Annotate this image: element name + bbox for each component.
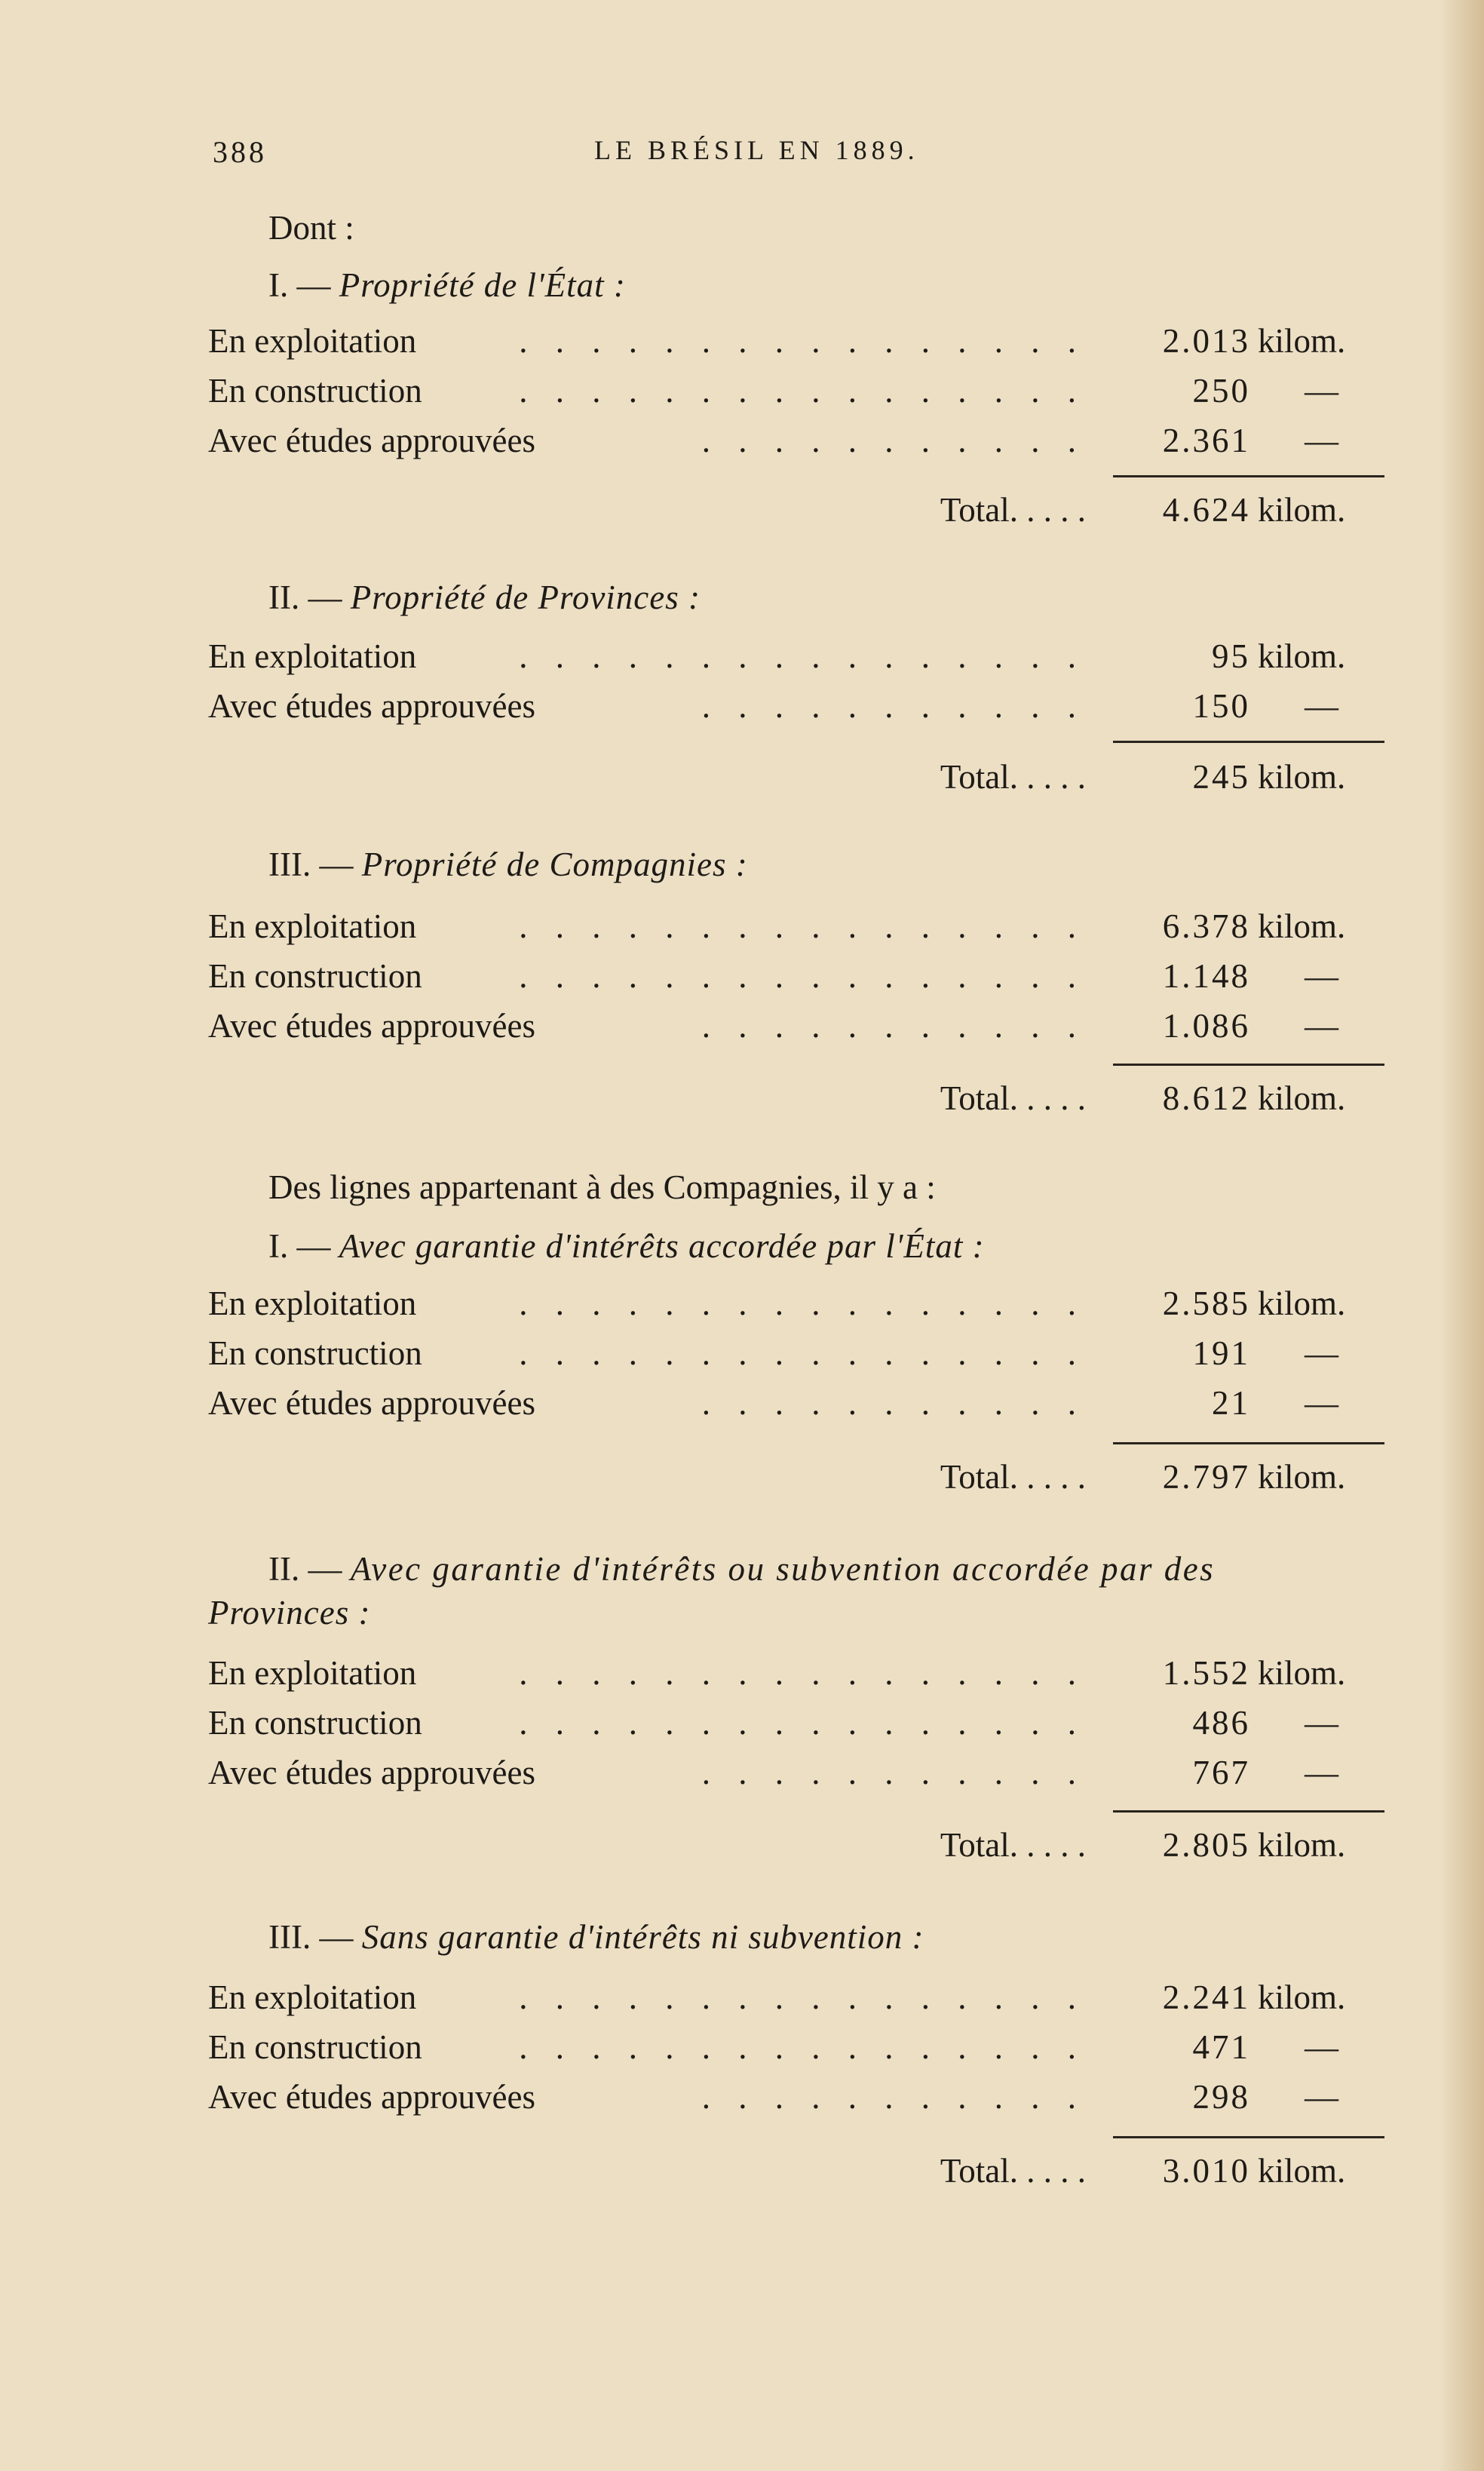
row-label: En construction bbox=[208, 1334, 422, 1372]
heading-number: I. — bbox=[268, 266, 331, 304]
total-rule bbox=[1113, 2136, 1384, 2138]
table-row bbox=[0, 1383, 1484, 1430]
leader-dots: . . . . . . . . . . . . . . . . bbox=[519, 1654, 1086, 1692]
row-unit: kilom. bbox=[1258, 1285, 1346, 1322]
table-row bbox=[0, 1753, 1484, 1800]
total-label: Total. . . . . bbox=[940, 1458, 1086, 1496]
row-value: 2.013 bbox=[1162, 322, 1250, 360]
total-unit: kilom. bbox=[1258, 1458, 1346, 1496]
heading-title: Propriété de Provinces : bbox=[350, 579, 701, 616]
row-unit: kilom. bbox=[1258, 1654, 1346, 1692]
row-value: 486 bbox=[1192, 1704, 1250, 1742]
ditto-dash: — bbox=[1305, 422, 1338, 459]
table-row bbox=[0, 1006, 1484, 1053]
total-label: Total. . . . . bbox=[940, 1079, 1086, 1117]
leader-dots: . . . . . . . . . . . . . . . . bbox=[519, 907, 1086, 945]
row-label: En construction bbox=[208, 1704, 422, 1742]
table-row bbox=[0, 421, 1484, 468]
total-rule bbox=[1113, 1810, 1384, 1813]
row-unit: kilom. bbox=[1258, 1978, 1346, 2016]
row-unit: kilom. bbox=[1258, 907, 1346, 945]
heading-title-cont: Provinces : bbox=[208, 1594, 371, 1631]
heading-number: III. — bbox=[268, 1918, 354, 1956]
ditto-dash: — bbox=[1305, 1754, 1338, 1791]
leader-dots: . . . . . . . . . . . . . . . . bbox=[519, 322, 1086, 360]
row-label: En exploitation bbox=[208, 1285, 417, 1322]
table-row bbox=[0, 1334, 1484, 1380]
leader-dots: . . . . . . . . . . . bbox=[701, 1384, 1086, 1422]
leader-dots: . . . . . . . . . . . . . . . . bbox=[519, 637, 1086, 675]
row-unit: kilom. bbox=[1258, 322, 1346, 360]
leader-dots: . . . . . . . . . . . bbox=[701, 422, 1086, 459]
page-number: 388 bbox=[213, 135, 267, 169]
total-label: Total. . . . . bbox=[940, 2152, 1086, 2190]
row-label: En exploitation bbox=[208, 1978, 417, 2016]
section-heading bbox=[0, 578, 1484, 625]
ditto-dash: — bbox=[1305, 957, 1338, 995]
table-row bbox=[0, 2027, 1484, 2074]
row-value: 1.148 bbox=[1162, 957, 1250, 995]
row-value: 2.361 bbox=[1162, 422, 1250, 459]
total-row bbox=[0, 1079, 1484, 1125]
row-value: 21 bbox=[1212, 1384, 1250, 1422]
row-value: 298 bbox=[1192, 2078, 1250, 2116]
table-row bbox=[0, 1978, 1484, 2024]
intro-line bbox=[0, 208, 1484, 255]
leader-dots: . . . . . . . . . . . . . . . . bbox=[519, 1704, 1086, 1742]
section-heading bbox=[0, 1226, 1484, 1273]
row-value: 2.241 bbox=[1162, 1978, 1250, 2016]
total-row bbox=[0, 2151, 1484, 2198]
total-row bbox=[0, 757, 1484, 804]
total-rule bbox=[1113, 1442, 1384, 1444]
row-value: 471 bbox=[1192, 2028, 1250, 2066]
heading-title: Avec garantie d'intérêts accordée par l'État : bbox=[339, 1227, 985, 1265]
table-row bbox=[0, 321, 1484, 368]
table-row bbox=[0, 686, 1484, 733]
heading-title: Avec garantie d'intérêts ou subvention accordée par des bbox=[350, 1550, 1216, 1588]
total-label: Total. . . . . bbox=[940, 491, 1086, 529]
leader-dots: . . . . . . . . . . . bbox=[701, 1754, 1086, 1791]
heading-number: III. — bbox=[268, 846, 354, 883]
row-label: Avec études approuvées bbox=[208, 2078, 535, 2116]
total-value: 2.805 bbox=[1162, 1826, 1250, 1864]
total-row bbox=[0, 1457, 1484, 1504]
ditto-dash: — bbox=[1305, 2078, 1338, 2116]
row-label: Avec études approuvées bbox=[208, 1754, 535, 1791]
heading-number: I. — bbox=[268, 1227, 331, 1265]
row-value: 95 bbox=[1212, 637, 1250, 675]
ditto-dash: — bbox=[1305, 1007, 1338, 1045]
running-header bbox=[213, 134, 1010, 180]
row-value: 6.378 bbox=[1162, 907, 1250, 945]
total-value: 8.612 bbox=[1162, 1079, 1250, 1117]
table-row bbox=[0, 371, 1484, 418]
row-label: En exploitation bbox=[208, 1654, 417, 1692]
leader-dots: . . . . . . . . . . . . . . . . bbox=[519, 1334, 1086, 1372]
table-row bbox=[0, 1284, 1484, 1331]
section-heading-continuation bbox=[0, 1593, 1484, 1640]
row-value: 2.585 bbox=[1162, 1285, 1250, 1322]
row-value: 767 bbox=[1192, 1754, 1250, 1791]
row-unit: kilom. bbox=[1258, 637, 1346, 675]
total-value: 4.624 bbox=[1162, 491, 1250, 529]
section-heading bbox=[0, 266, 1484, 312]
heading-title: Propriété de l'État : bbox=[339, 266, 626, 304]
total-rule bbox=[1113, 475, 1384, 477]
intro-text: Dont : bbox=[268, 209, 354, 247]
leader-dots: . . . . . . . . . . . . . . . . bbox=[519, 1285, 1086, 1322]
heading-title: Propriété de Compagnies : bbox=[361, 846, 748, 883]
row-label: En exploitation bbox=[208, 907, 417, 945]
leader-dots: . . . . . . . . . . . bbox=[701, 1007, 1086, 1045]
total-unit: kilom. bbox=[1258, 491, 1346, 529]
total-unit: kilom. bbox=[1258, 758, 1346, 796]
row-label: Avec études approuvées bbox=[208, 687, 535, 725]
heading-title: Sans garantie d'intérêts ni subvention : bbox=[361, 1918, 924, 1956]
section-heading bbox=[0, 1917, 1484, 1964]
total-label: Total. . . . . bbox=[940, 1826, 1086, 1864]
heading-number: II. — bbox=[268, 579, 342, 616]
running-title: LE BRÉSIL EN 1889. bbox=[594, 135, 919, 165]
leader-dots: . . . . . . . . . . . bbox=[701, 2078, 1086, 2116]
total-value: 2.797 bbox=[1162, 1458, 1250, 1496]
total-row bbox=[0, 1825, 1484, 1872]
leader-dots: . . . . . . . . . . . . . . . . bbox=[519, 957, 1086, 995]
total-row bbox=[0, 490, 1484, 537]
total-value: 3.010 bbox=[1162, 2152, 1250, 2190]
intro-text: Des lignes appartenant à des Compagnies, il y a : bbox=[268, 1168, 936, 1206]
row-value: 191 bbox=[1192, 1334, 1250, 1372]
leader-dots: . . . . . . . . . . . . . . . . bbox=[519, 1978, 1086, 2016]
row-value: 1.552 bbox=[1162, 1654, 1250, 1692]
total-rule bbox=[1113, 1064, 1384, 1066]
total-rule bbox=[1113, 741, 1384, 743]
ditto-dash: — bbox=[1305, 2028, 1338, 2066]
table-row bbox=[0, 637, 1484, 683]
row-label: En construction bbox=[208, 957, 422, 995]
row-label: En exploitation bbox=[208, 322, 417, 360]
row-label: Avec études approuvées bbox=[208, 1384, 535, 1422]
ditto-dash: — bbox=[1305, 1384, 1338, 1422]
total-unit: kilom. bbox=[1258, 1826, 1346, 1864]
ditto-dash: — bbox=[1305, 372, 1338, 410]
section-heading bbox=[0, 1549, 1484, 1596]
heading-number: II. — bbox=[268, 1550, 342, 1588]
row-value: 1.086 bbox=[1162, 1007, 1250, 1045]
total-value: 245 bbox=[1192, 758, 1250, 796]
ditto-dash: — bbox=[1305, 1704, 1338, 1742]
table-row bbox=[0, 1703, 1484, 1750]
row-label: Avec études approuvées bbox=[208, 1007, 535, 1045]
row-value: 150 bbox=[1192, 687, 1250, 725]
ditto-dash: — bbox=[1305, 1334, 1338, 1372]
row-label: En construction bbox=[208, 372, 422, 410]
row-label: En construction bbox=[208, 2028, 422, 2066]
total-unit: kilom. bbox=[1258, 1079, 1346, 1117]
section-heading bbox=[0, 845, 1484, 892]
table-row bbox=[0, 956, 1484, 1003]
ditto-dash: — bbox=[1305, 687, 1338, 725]
total-unit: kilom. bbox=[1258, 2152, 1346, 2190]
leader-dots: . . . . . . . . . . . . . . . . bbox=[519, 372, 1086, 410]
row-label: En exploitation bbox=[208, 637, 417, 675]
row-value: 250 bbox=[1192, 372, 1250, 410]
intro-line bbox=[0, 1168, 1484, 1214]
table-row bbox=[0, 1653, 1484, 1700]
leader-dots: . . . . . . . . . . . . . . . . bbox=[519, 2028, 1086, 2066]
row-label: Avec études approuvées bbox=[208, 422, 535, 459]
leader-dots: . . . . . . . . . . . bbox=[701, 687, 1086, 725]
total-label: Total. . . . . bbox=[940, 758, 1086, 796]
table-row bbox=[0, 2077, 1484, 2124]
table-row bbox=[0, 907, 1484, 953]
